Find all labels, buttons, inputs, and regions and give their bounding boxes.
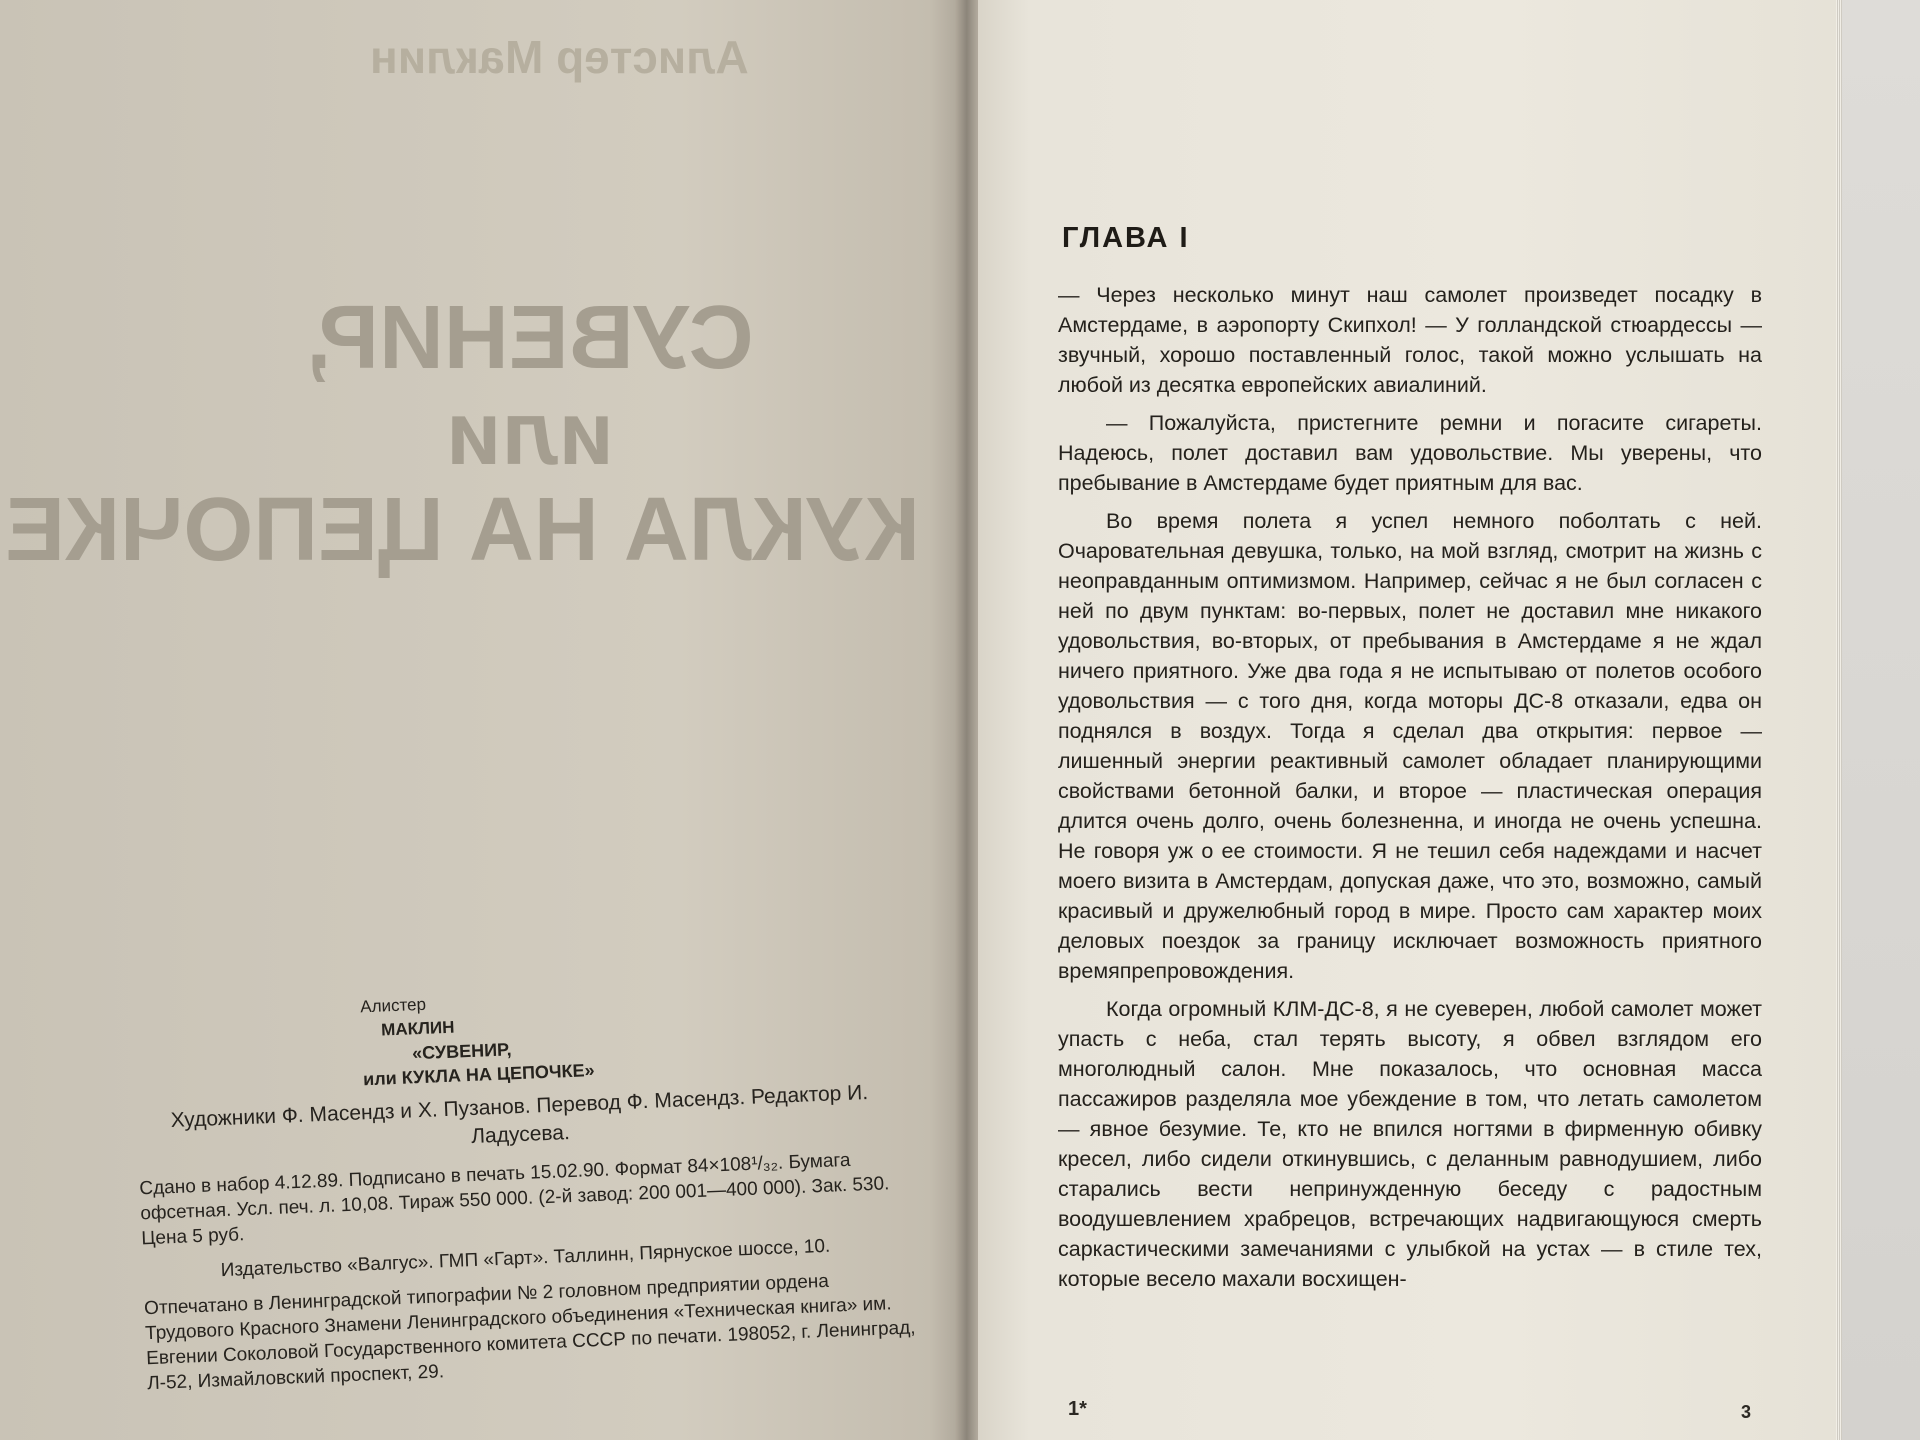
- imprint-title-line2: или КУКЛА НА ЦЕПОЧКЕ»: [362, 1060, 595, 1090]
- signature-mark: 1*: [1068, 1398, 1087, 1420]
- imprint-printer: Отпечатано в Ленинградской типографии № 2 головном предприятии ордена Трудового Красного Знамени Ленинградского объединения «Техническая книга» им. Евгении Соколовой Государственного комитета СССР по печати. 198052, г. Ленинград, Л-52, Измайловский проспект, 29.: [143, 1270, 916, 1395]
- imprint-block: [120, 973, 925, 1396]
- ghost-title-line: КУКЛА НА ЦЕПОЧКЕ: [5, 480, 920, 580]
- ghost-title-line: или: [446, 384, 614, 484]
- page-number: 3: [1741, 1402, 1752, 1422]
- ghost-title-line: СУВЕНИР,: [306, 288, 754, 388]
- imprint-author-first: Алистер: [359, 994, 427, 1017]
- chapter-body: [1058, 280, 1762, 1302]
- chapter-title: ГЛАВА I: [1062, 222, 1190, 254]
- paragraph: Во время полета я успел немного поболтать с ней. Очаровательная девушка, только, на мой взгляд, смотрит на жизнь с неоправданным оптимизмом. Например, сейчас я не был согласен с ней по двум пунктам: во-первых, полет не доставил мне никакого удовольствия, во-вторых, от пребывания в Амстердаме я не ждал ничего приятного. Уже два года я не испытываю от полетов особого удовольствия — с того дня, когда моторы ДС-8 отказали, едва он поднялся в воздух. Тогда я сделал два открытия: первое — лишенный энергии реактивный самолет обладает планирующими свойствами бетонной балки, и второе — пластическая операция длится очень долго, очень болезненна, и иногда не очень успешна. Не говоря уж о ее стоимости. Я не тешил себя надеждами и насчет моего визита в Амстердам, допуская даже, что это, возможно, самый красивый и дружелюбный город в мире. Просто сам характер моих деловых поездок за границу исключает возможность приятного времяпрепровождения.: [1058, 509, 1762, 983]
- paragraph: — Пожалуйста, пристегните ремни и погасите сигареты. Надеюсь, полет доставил вам удовольствие. Мы уверены, что пребывание в Амстердаме будет приятным для вас.: [1058, 411, 1762, 495]
- imprint-specs: Сдано в набор 4.12.89. Подписано в печать 15.02.90. Формат 84×108¹/₃₂. Бумага офсетная. Усл. печ. л. 10,08. Тираж 550 000. (2-й завод: 200 001—400 000). Зак. 530. Цена 5 руб.: [138, 1149, 890, 1250]
- imprint-publisher: Издательство «Валгус». ГМП «Гарт». Таллинн, Пярнуское шоссе, 10.: [220, 1235, 831, 1282]
- imprint-credits: Художники Ф. Масендз и Х. Пузанов. Перевод Ф. Масендз. Редактор И. Ладусева.: [170, 1081, 869, 1148]
- paragraph: — Через несколько минут наш самолет произведет посадку в Амстердаме, в аэропорту Скипхол! — У голландской стюардессы — звучный, хорошо поставленный голос, такой можно услышать на любой из десятка европейских авиалиний.: [1058, 283, 1762, 397]
- ghost-author-text: Алистер Маклин: [370, 31, 749, 83]
- imprint-author-last: МАКЛИН: [380, 1017, 455, 1040]
- ghost-title: [5, 288, 920, 580]
- imprint-title-line1: «СУВЕНИР,: [411, 1039, 512, 1064]
- page-edges: [1836, 0, 1842, 1440]
- paragraph: Когда огромный КЛМ-ДС-8, я не суеверен, любой самолет может упасть с неба, стал терять высоту, я обвел взглядом его многолюдный салон. Мне показалось, что основная масса пассажиров разделяла мое убеждение в том, что летать самолетом — явное безумие. Те, кто не впился ногтями в фирменную обивку кресел, либо сидели откинувшись, с деланным равнодушием, либо старались вести непринужденную беседу с радостным воодушевлением храбрецов, встречающих надвигающуюся смерть саркастическими замечаниями с улыбкой на устах — в стиле тех, которые весело махали восхищен-: [1058, 997, 1762, 1291]
